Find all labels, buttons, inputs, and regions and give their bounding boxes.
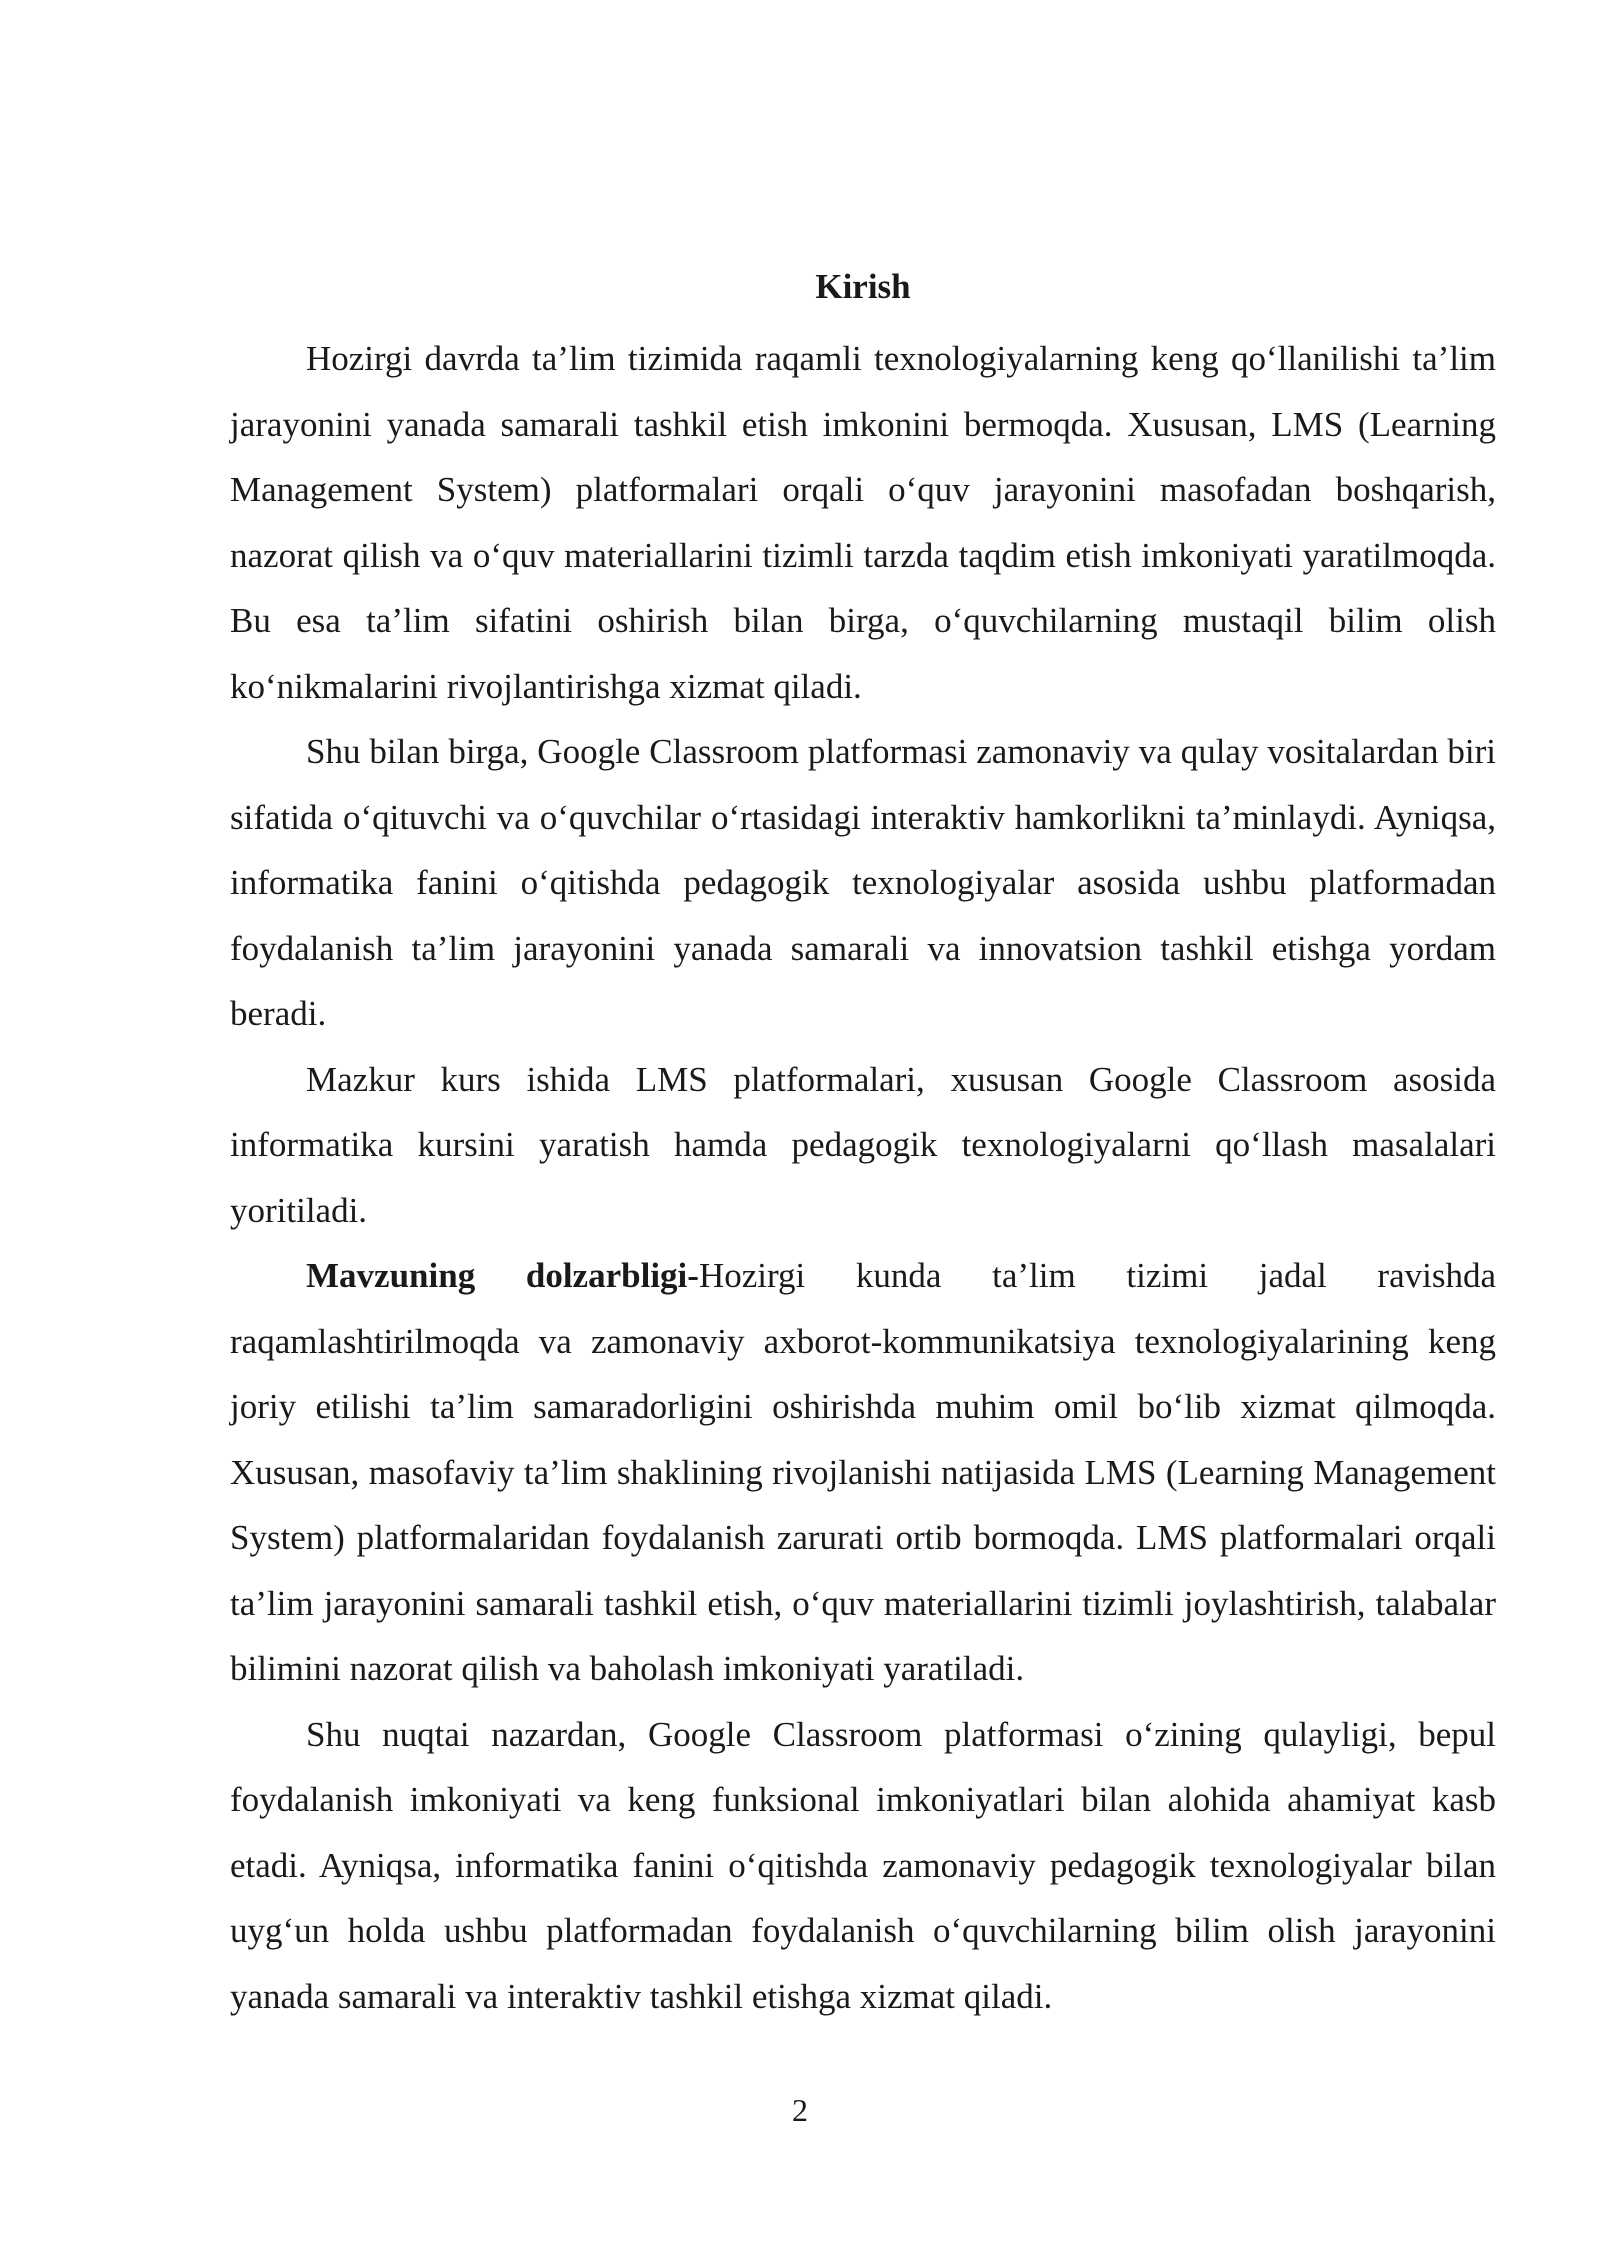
paragraph-lead: Mavzuning dolzarbligi- bbox=[306, 1256, 699, 1295]
paragraph-text: Shu nuqtai nazardan, Google Classroom platformasi o‘zining qulayligi, bepul foydalanish imkoniyati va keng funksional imkoniyatlari bilan alohida ahamiyat kasb etadi. Ayniqsa, informatika fanini o‘qitishda zamonaviy pedagogik texnologiyalar bilan uyg‘un holda ushbu platformadan foydalanish o‘quvchilarning bilim olish jarayonini yanada samarali va interaktiv tashkil etishga xizmat qiladi. bbox=[230, 1714, 1496, 2016]
paragraph-platform-importance bbox=[230, 1702, 1496, 2030]
section-heading: Kirish bbox=[815, 267, 911, 306]
paragraph-text: Hozirgi davrda ta’lim tizimida raqamli texnologiyalarning keng qo‘llanilishi ta’lim jarayonini yanada samarali tashkil etish imkonini bermoqda. Xususan, LMS (Learning Management System) platformalari orqali o‘quv jarayonini masofadan boshqarish, nazorat qilish va o‘quv materiallarini tizimli tarzda taqdim etish imkoniyati yaratilmoqda. Bu esa ta’lim sifatini oshirish bilan birga, o‘quvchilarning mustaqil bilim olish ko‘nikmalarini rivojlantirishga xizmat qiladi. bbox=[230, 339, 1496, 706]
page-content bbox=[230, 262, 1496, 2029]
paragraph-intro bbox=[230, 326, 1496, 719]
paragraph-text: Mazkur kurs ishida LMS platformalari, xususan Google Classroom asosida informatika kursini yaratish hamda pedagogik texnologiyalarni qo‘llash masalalari yoritiladi. bbox=[230, 1059, 1496, 1230]
paragraph-text: Shu bilan birga, Google Classroom platformasi zamonaviy va qulay vositalardan biri sifatida o‘qituvchi va o‘quvchilar o‘rtasidagi interaktiv hamkorlikni ta’minlaydi. Ayniqsa, informatika fanini o‘qitishda pedagogik texnologiyalar asosida ushbu platformadan foydalanish ta’lim jarayonini yanada samarali va innovatsion tashkil etishga yordam beradi. bbox=[230, 732, 1496, 1033]
paragraph-relevance bbox=[230, 1243, 1496, 1702]
paragraph-google-classroom bbox=[230, 719, 1496, 1047]
paragraph-course-scope bbox=[230, 1047, 1496, 1244]
paragraph-text: Hozirgi kunda ta’lim tizimi jadal ravishda raqamlashtirilmoqda va zamonaviy axborot-kommunikatsiya texnologiyalarining keng joriy etilishi ta’lim samaradorligini oshirishda muhim omil bo‘lib xizmat qilmoqda. Xususan, masofaviy ta’lim shaklining rivojlanishi natijasida LMS (Learning Management System) platformalaridan foydalanish zarurati ortib bormoqda. LMS platformalari orqali ta’lim jarayonini samarali tashkil etish, o‘quv materiallarini tizimli joylashtirish, talabalar bilimini nazorat qilish va baholash imkoniyati yaratiladi. bbox=[230, 1256, 1496, 1688]
page-number: 2 bbox=[792, 2092, 808, 2128]
